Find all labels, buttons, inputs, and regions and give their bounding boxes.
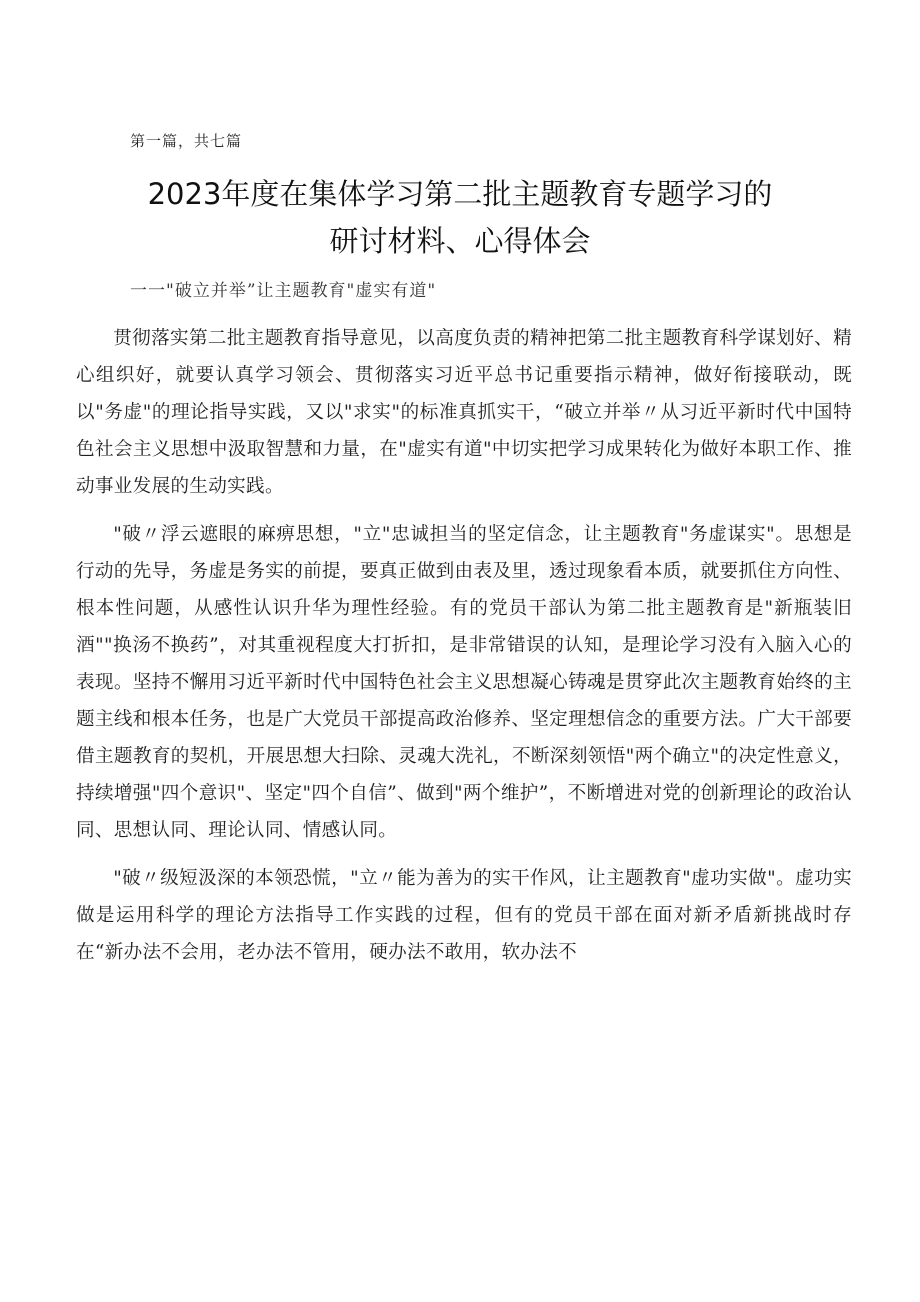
document-title-line-1: 2023年度在集体学习第二批主题教育专题学习的 [147, 177, 773, 211]
paragraph-3: "破〃级短汲深的本领恐慌，"立〃能为善为的实干作风，让主题教育"虚功实做"。虚功实做是运用科学的理论方法指导工作实践的过程，但有的党员干部在面对新矛盾新挑战时存在“新办法不会用，老办法不管用，硬办法不敢用，软办法不 [76, 868, 852, 963]
document-title-line-2: 研讨材料、心得体会 [329, 224, 591, 258]
section-indicator: 第一篇，共七篇 [130, 132, 243, 150]
paragraph-1: 贯彻落实第二批主题教育指导意见，以高度负责的精神把第二批主题教育科学谋划好、精心组织好，就要认真学习领会、贯彻落实习近平总书记重要指示精神，做好衔接联动，既以"务虚"的理论指导实践，又以"求实"的标准真抓实干，“破立并举〃从习近平新时代中国特色社会主义思想中汲取智慧和力量，在"虚实有道"中切实把学习成果转化为做好本职工作、推动事业发展的生动实践。 [76, 328, 852, 497]
paragraph-2: "破〃浮云遮眼的麻痹思想，"立"忠诚担当的坚定信念，让主题教育"务虚谋实"。思想是行动的先导，务虚是务实的前提，要真正做到由表及里，透过现象看本质，就要抓住方向性、根本性问题，从感性认识升华为理性经验。有的党员干部认为第二批主题教育是"新瓶装旧酒""换汤不换药”，对其重视程度大打折扣，是非常错误的认知，是理论学习没有入脑入心的表现。坚持不懈用习近平新时代中国特色社会主义思想凝心铸魂是贯穿此次主题教育始终的主题主线和根本任务，也是广大党员干部提高政治修养、坚定理想信念的重要方法。广大干部要借主题教育的契机，开展思想大扫除、灵魂大洗礼，不断深刻领悟"两个确立"的决定性意义，持续增强"四个意识"、坚定"四个自信”、做到"两个维护”，不断增进对党的创新理论的政治认同、思想认同、理论认同、情感认同。 [76, 524, 852, 841]
document-subtitle: 一一"破立并举”让主题教育"虚实有道" [130, 281, 437, 301]
document-body [76, 320, 852, 982]
